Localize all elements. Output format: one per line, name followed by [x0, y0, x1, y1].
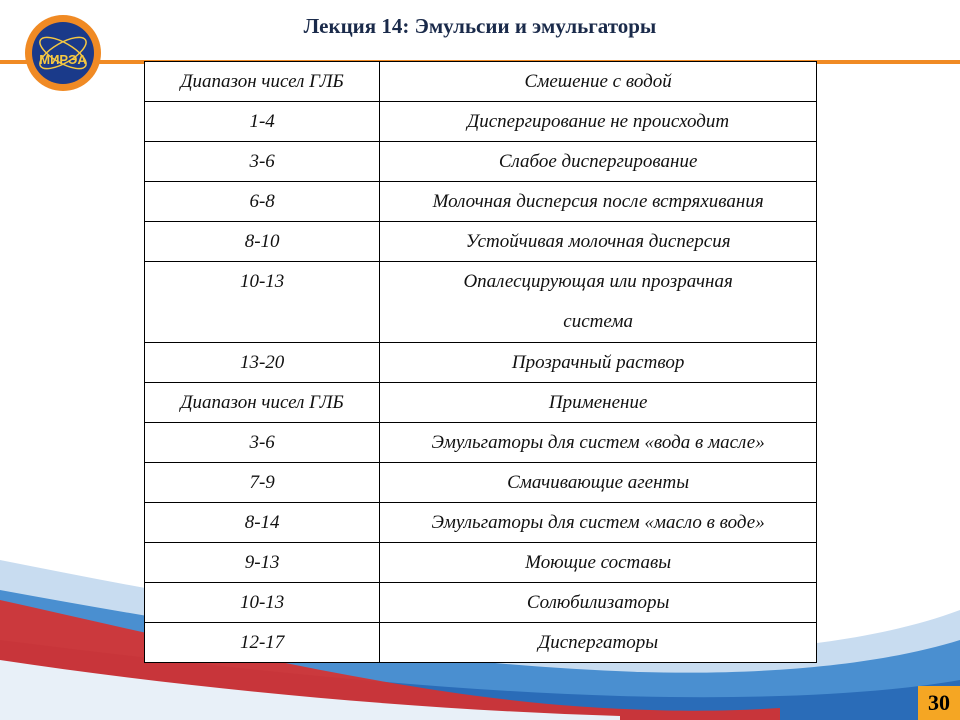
description-cell: Моющие составы — [380, 543, 817, 583]
description-line: система — [563, 311, 633, 332]
table-row — [145, 142, 817, 182]
hlb-range-cell: 12-17 — [145, 623, 380, 663]
hlb-range-cell: 10-13 — [145, 583, 380, 623]
hlb-range-cell: 7-9 — [145, 463, 380, 503]
hlb-range-cell: 9-13 — [145, 543, 380, 583]
table-row — [145, 463, 817, 503]
table-row — [145, 343, 817, 383]
hlb-range-cell: 6-8 — [145, 182, 380, 222]
table-row — [145, 383, 817, 423]
table-row — [145, 423, 817, 463]
table-row — [145, 62, 817, 102]
description-cell: Слабое диспергирование — [380, 142, 817, 182]
table-row — [145, 102, 817, 142]
table-row — [145, 623, 817, 663]
description-cell: Эмульгаторы для систем «масло в воде» — [380, 503, 817, 543]
description-cell: Диспергирование не происходит — [380, 102, 817, 142]
table-row — [145, 583, 817, 623]
hlb-range-cell: 1-4 — [145, 102, 380, 142]
hlb-range-cell: Диапазон чисел ГЛБ — [145, 62, 380, 102]
table-row — [145, 182, 817, 222]
table-row — [145, 262, 817, 343]
hlb-range-cell: Диапазон чисел ГЛБ — [145, 383, 380, 423]
hlb-range-cell: 3-6 — [145, 142, 380, 182]
slide-title: Лекция 14: Эмульсии и эмульгаторы — [303, 14, 657, 38]
description-cell: Солюбилизаторы — [380, 583, 817, 623]
hlb-range-cell: 8-10 — [145, 222, 380, 262]
table-row — [145, 503, 817, 543]
hlb-table — [144, 61, 817, 663]
description-cell: Смачивающие агенты — [380, 463, 817, 503]
description-cell: Эмульгаторы для систем «вода в масле» — [380, 423, 817, 463]
page-number: 30 — [918, 686, 960, 720]
hlb-range-cell: 10-13 — [145, 262, 380, 343]
description-cell: Применение — [380, 383, 817, 423]
table-row — [145, 543, 817, 583]
hlb-range-cell: 3-6 — [145, 423, 380, 463]
hlb-range-cell: 8-14 — [145, 503, 380, 543]
description-cell: Смешение с водой — [380, 62, 817, 102]
description-line: Опалесцирующая или прозрачная — [463, 271, 733, 292]
description-cell: Прозрачный раствор — [380, 343, 817, 383]
description-cell — [380, 262, 817, 343]
description-cell: Устойчивая молочная дисперсия — [380, 222, 817, 262]
description-cell: Диспергаторы — [380, 623, 817, 663]
table-row — [145, 222, 817, 262]
svg-text:МИРЭА: МИРЭА — [39, 52, 87, 67]
hlb-table-container — [144, 61, 817, 663]
description-cell: Молочная дисперсия после встряхивания — [380, 182, 817, 222]
hlb-range-cell: 13-20 — [145, 343, 380, 383]
